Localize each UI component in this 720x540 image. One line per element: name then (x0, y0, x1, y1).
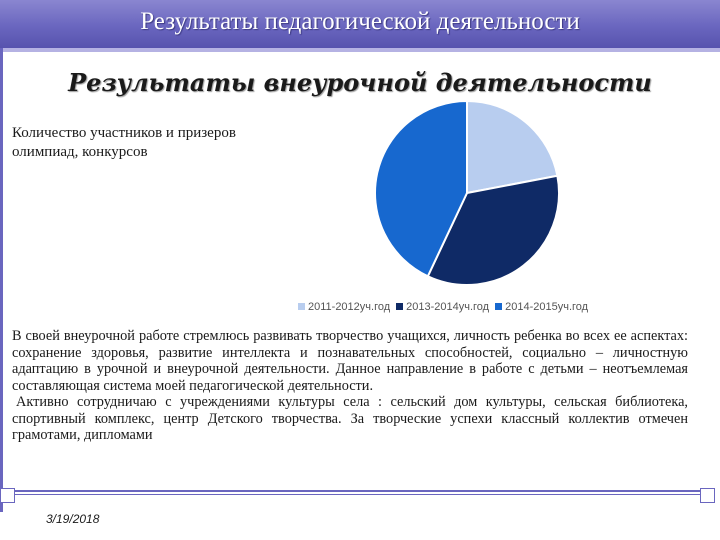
slide-date: 3/19/2018 (46, 512, 100, 526)
footer-left-box (0, 488, 15, 503)
footer-rule-top (3, 490, 713, 492)
slide-subtitle: Результаты внеурочной деятельности (68, 68, 652, 97)
chart-caption: Количество участников и призеров олимпиад, конкурсов (12, 125, 236, 160)
legend-label-3: 2014-2015уч.год (505, 301, 589, 313)
footer-rule (0, 490, 720, 502)
title-bar-stripe (0, 48, 720, 52)
footer-right-box (700, 488, 715, 503)
pie-slices (375, 101, 559, 285)
pie-chart (285, 96, 645, 321)
legend-swatch-3 (495, 303, 502, 310)
body-text (12, 328, 688, 444)
body-paragraph-1: В своей внеурочной работе стремлюсь развивать творчество учащихся, личность ребенка во всех ее аспектах: сохранение здоровья, развитие интеллекта и познавательных способностей, социально – личностную адаптацию в урочной и внеурочной деятельности. Данное направление в работе с детьми – неотъемлемая составляющая система моей педагогической деятельности. (12, 328, 688, 394)
chart-legend (298, 301, 658, 313)
legend-item-1 (298, 301, 390, 313)
left-accent-strip (0, 48, 3, 512)
legend-swatch-2 (396, 303, 403, 310)
legend-label-2: 2013-2014уч.год (406, 301, 490, 313)
slide-title: Результаты педагогической деятельности (140, 8, 580, 35)
legend-item-2 (396, 301, 489, 313)
legend-item-3 (495, 301, 588, 313)
legend-swatch-1 (298, 303, 305, 310)
footer-rule-bottom (3, 494, 713, 495)
legend-label-1: 2011-2012уч.год (308, 301, 391, 313)
body-paragraph-2: Активно сотрудничаю с учреждениями культуры села : сельский дом культуры, сельская библиотека, спортивный комплекс, центр Детского творчества. За творческие успехи классный коллектив отмечен грамотами, дипломами (12, 394, 688, 443)
